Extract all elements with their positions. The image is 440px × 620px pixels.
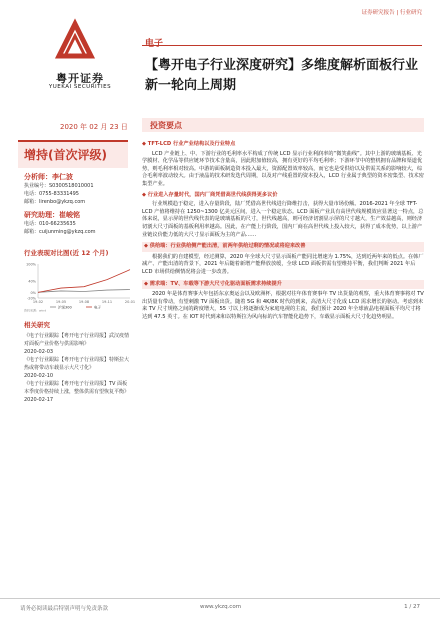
- logo-icon: [55, 20, 95, 60]
- logo-en: YUEKAI SECURITIES: [48, 84, 112, 90]
- section-heading: ◆ TFT-LCD 行业产业结构以及行业特点: [142, 141, 236, 147]
- report-title: 【粤开电子行业深度研究】多维度解析面板行业新一轮向上周期: [145, 58, 419, 93]
- section-heading: ◆ 供给端：行业供给侧产能出清，前两年供给过剩的情况或将迎来改善: [142, 242, 424, 252]
- y-tick-label: 100%: [25, 262, 36, 267]
- y-tick-label: 40%: [28, 279, 36, 284]
- assistant-name: 崔峻铭: [59, 211, 80, 219]
- related-item: 《电子行业跟踪【粤开电子行业周报】武汉疫情对面板产业价格与供需影响》: [24, 333, 130, 347]
- section-heading: ◆ 需求端：TV、车载等下游大尺寸化驱动面板需求持续提升: [142, 280, 424, 290]
- rating: 增持(首次评级): [24, 148, 107, 162]
- analyst-name: 李仁波: [52, 173, 73, 181]
- paragraph: 行业规模趋于稳定，进入存量阶段，陆厂凭借高世代线进行降维打击，获得大量市场份额。2016-2021 年全球 TFT-LCD 产值将维持在 1250~1300 亿美元区间，进入一个稳定状态。LCD 面板产业具有高世代线规模效应显著这一特点，总体来说，显示屏的世代线代表的是玻璃基板的尺寸，世代线越高，则可经济切割显示屏的尺寸越大，生产效益越高，则经济切割大尺寸面板的基板利用率越高。因此，在产能上行阶段，国内厂商在高世代线上投入较大，获得了成本优势，以上游产业链议价能力低的大尺寸显示面板为主的产品……: [142, 201, 424, 238]
- paragraph: 2020 年是体育赛事大年包括东京奥运会以及欧洲杯，根据对往年体育赛事年 TV 出货量的观察，重大体育赛事将对 TV 出货量有带动，有望刺激 TV 面板出货。随着 5G 和 4K/8K 时代的到来，高清大尺寸化成 LCD 需求增长的驱动。考虑到未来 TV 尺寸规格之间的跨度增大，55 寸以上将逐渐成为家庭电视的主流，我们预计 2020 年全球液晶电视面板平均尺寸将达到 47.5 英寸。在 IOT 时代到来和以特斯拉为风向标的汽车智能化趋势下，车载显示面板大尺寸化趋势明显。: [142, 291, 424, 320]
- chart-title: 行业表现对比图(近 12 个月): [24, 249, 109, 257]
- page-number: 1 / 27: [404, 604, 420, 610]
- industry-label: 电子: [145, 39, 164, 49]
- footer-disclaimer: 请务必阅读最后特别声明与免责条款: [20, 606, 109, 612]
- analyst-info: [24, 172, 134, 236]
- series-line-1: [38, 270, 130, 293]
- assistant-email: 邮箱：cuijunming@ykzq.com: [24, 229, 96, 235]
- performance-chart: [22, 260, 134, 312]
- paragraph: 根据我们的自建模型，经过测算，2020 年全球大尺寸显示面板产能同比增速为 1.75%，达到近两年来的低点。在韩厂减产、产能出清的背景下，2021 年后随着新增产能释放放缓，全球 LCD 面板供需有望维持平衡，我们判断 2021 年后 LCD 市场供给侧情况将会进一步改善。: [142, 253, 424, 275]
- section-heading: ◆ 行业进入存量时代，国内厂商凭借高世代线获得更多议价: [142, 191, 278, 198]
- paragraph: LCD 产业链上、中、下游行业的毛利率水平构成了传统 LCD 显示行业利润率的“微笑曲线”。其中上游的玻璃基板、光学膜材、化学品等供应链环节技术含量高，因此附加值较高，拥有更好的平均毛利率；下游环节中的整机拥有品牌和渠道优势，则毛利率相对较高。中游的面板制造资本投入最大，资源配置效率较高，而它也是受供给以及供需关系的影响较大，综合毛利率波动较大。由于液晶的技术研发迭代周期，以及对产线重置的资本投入，LCD 行业属于典型的资本密集型、技术密集型产业。: [142, 150, 424, 187]
- related-title: 相关研究: [24, 321, 50, 329]
- report-body: [142, 138, 424, 323]
- section-bar: [142, 118, 424, 132]
- related-item: 2020-02-10: [24, 373, 54, 379]
- related-item: 2020-02-03: [24, 349, 54, 355]
- y-tick-label: -20%: [26, 296, 36, 301]
- chart-source: 资料来源：wind: [24, 308, 47, 313]
- x-tick-label: 20-01: [124, 300, 136, 304]
- assistant-label: 研究助理：: [24, 211, 59, 219]
- related-list: [24, 332, 132, 404]
- x-tick-label: 19-08: [78, 300, 90, 304]
- x-tick-label: 19-11: [101, 300, 113, 304]
- x-tick-label: 19-05: [55, 300, 67, 304]
- footer-url: www.ykzq.com: [200, 604, 242, 610]
- industry-band: [142, 34, 422, 46]
- section-title: 投资要点: [150, 121, 182, 130]
- assistant-phone: 电话：010-66235635: [24, 221, 76, 227]
- logo-cn: 粤开证券: [56, 72, 104, 85]
- analyst-cert: 执业编号：S0300518010001: [24, 183, 94, 189]
- report-date: 2020 年 02 月 23 日: [60, 123, 128, 131]
- related-item: 《电子行业跟踪【粤开电子行业周报】TV 面板本季度价格持续上涨，整体供需有望恢复平衡》2020-02-17: [24, 381, 130, 403]
- analyst-email: 邮箱：lirenbo@ykzq.com: [24, 199, 86, 205]
- report-type: 证券研究报告 | 行业研究: [361, 10, 422, 16]
- legend-label: 沪深300: [58, 305, 72, 310]
- legend-label: 电子: [94, 305, 101, 310]
- analyst-phone: 电话：0755-83331495: [24, 191, 79, 197]
- logo: [20, 16, 130, 96]
- related-item: 《电子行业跟踪【粤开电子行业周报】特斯拉大热或将带动车载显示大尺寸化》: [24, 357, 130, 371]
- y-tick-label: 0%: [30, 290, 36, 295]
- analyst-label: 分析师：: [24, 173, 52, 181]
- x-tick-label: 19-02: [32, 300, 44, 304]
